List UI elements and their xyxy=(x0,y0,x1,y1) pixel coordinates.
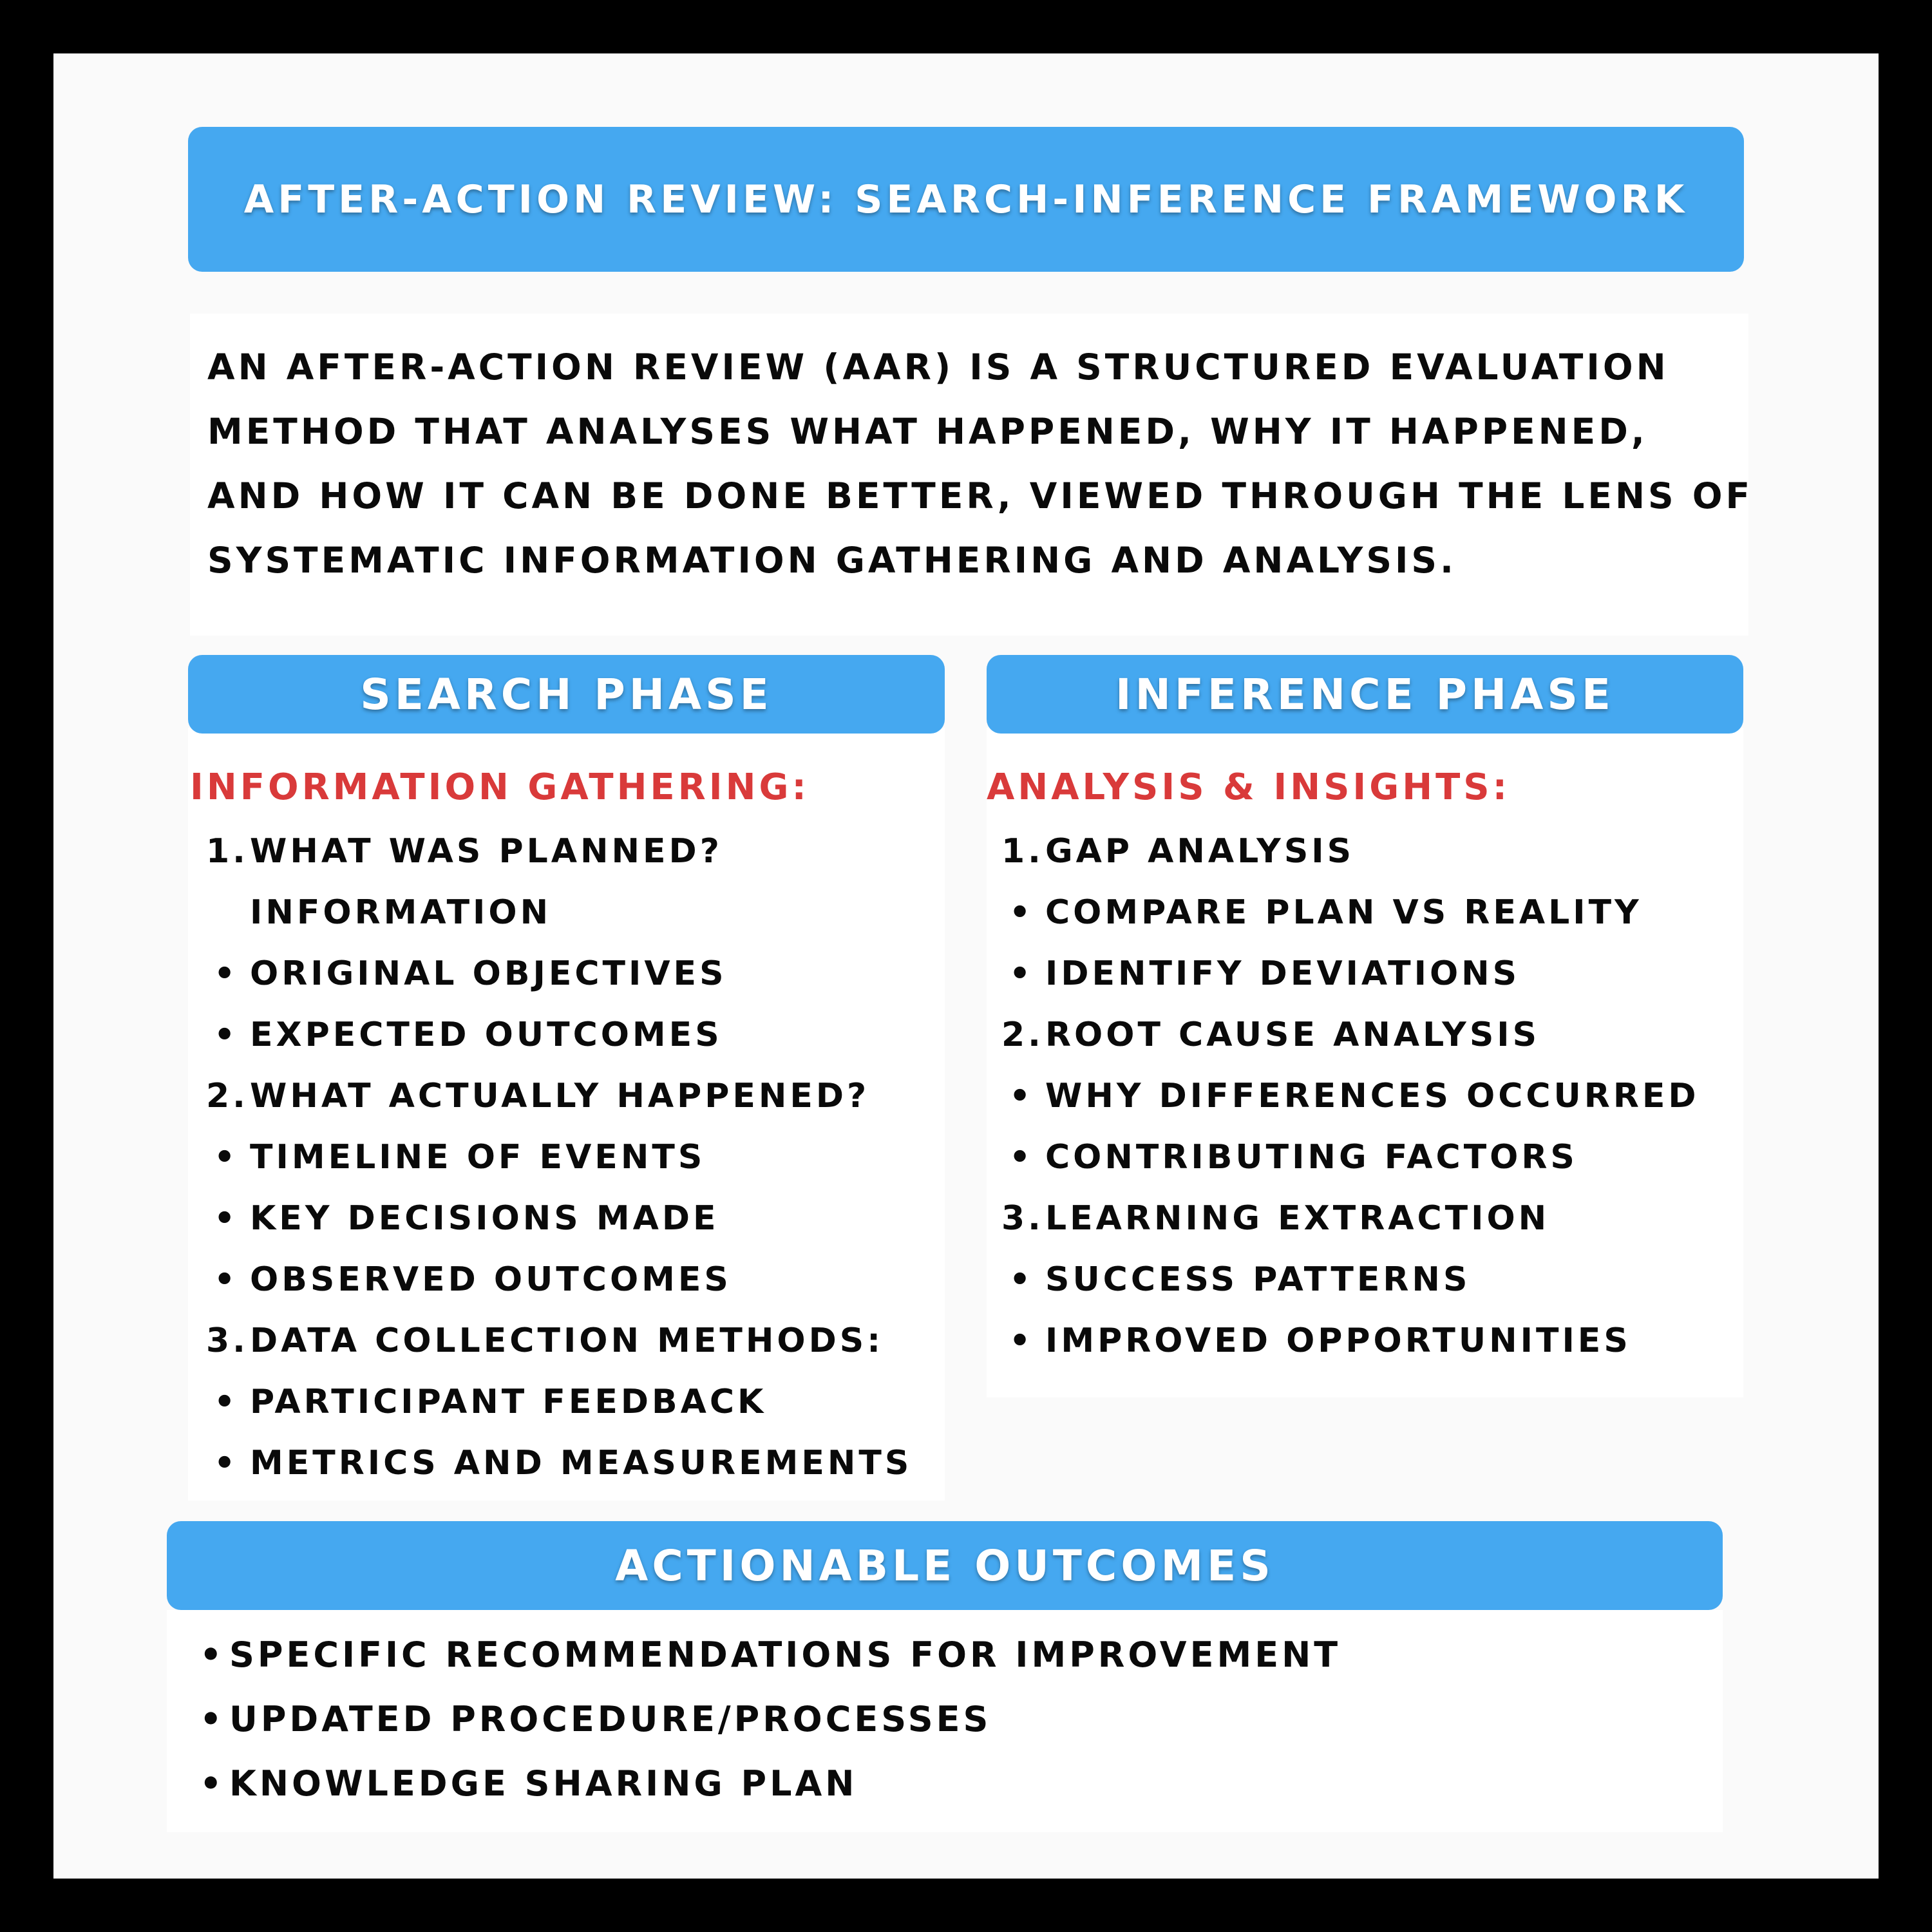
bullet-marker: • xyxy=(1009,1321,1034,1360)
list-item-text: OBSERVED OUTCOMES xyxy=(250,1260,732,1299)
title-banner xyxy=(188,127,1744,272)
list-item-text: TIMELINE OF EVENTS xyxy=(250,1138,706,1177)
list-item xyxy=(192,1623,1725,1687)
number-marker: 2. xyxy=(206,1077,249,1115)
intro-line: AN AFTER-ACTION REVIEW (AAR) IS A STRUCTURED EVALUATION xyxy=(207,346,1669,388)
list-item xyxy=(1001,1005,1748,1066)
list-item xyxy=(206,1188,953,1249)
search-phase-header xyxy=(188,655,945,734)
list-item-text: EXPECTED OUTCOMES xyxy=(250,1016,723,1054)
intro-line: AND HOW IT CAN BE DONE BETTER, VIEWED THROUGH THE LENS OF xyxy=(207,475,1754,516)
bullet-marker: • xyxy=(1009,1260,1034,1299)
list-item xyxy=(206,882,953,943)
list-item xyxy=(1001,882,1748,943)
inference-phase-subheading: ANALYSIS & INSIGHTS: xyxy=(987,766,1511,808)
page-title: AFTER-ACTION REVIEW: SEARCH-INFERENCE FRAMEWORK xyxy=(243,176,1689,222)
bullet-marker: • xyxy=(214,1199,239,1238)
bullet-marker: • xyxy=(1009,954,1034,993)
list-item xyxy=(1001,1066,1748,1127)
outcomes-title: ACTIONABLE OUTCOMES xyxy=(615,1540,1274,1591)
intro-text xyxy=(207,335,1817,592)
list-item-text: LEARNING EXTRACTION xyxy=(1045,1199,1550,1238)
bullet-marker: • xyxy=(1009,1077,1034,1115)
list-item xyxy=(1001,943,1748,1005)
bullet-marker: • xyxy=(200,1634,225,1675)
list-item-text: WHAT ACTUALLY HAPPENED? xyxy=(250,1077,870,1115)
list-item xyxy=(1001,1127,1748,1188)
list-item xyxy=(1001,1311,1748,1372)
list-item-text: PARTICIPANT FEEDBACK xyxy=(250,1383,767,1421)
list-item-text: ROOT CAUSE ANALYSIS xyxy=(1045,1016,1540,1054)
list-item xyxy=(206,943,953,1005)
number-marker: 3. xyxy=(206,1321,249,1360)
number-marker: 3. xyxy=(1001,1199,1044,1238)
search-phase-title: SEARCH PHASE xyxy=(360,669,773,719)
list-item-text: METRICS AND MEASUREMENTS xyxy=(250,1444,913,1482)
outcomes-list xyxy=(192,1623,1725,1816)
list-item-text: IMPROVED OPPORTUNITIES xyxy=(1045,1321,1631,1360)
list-item xyxy=(206,821,953,882)
bullet-marker: • xyxy=(214,1383,239,1421)
number-marker: 1. xyxy=(206,832,249,871)
list-item-text: WHAT WAS PLANNED? xyxy=(250,832,723,871)
number-marker: 2. xyxy=(1001,1016,1044,1054)
search-phase-subheading: INFORMATION GATHERING: xyxy=(190,766,810,808)
list-item-text: SPECIFIC RECOMMENDATIONS FOR IMPROVEMENT xyxy=(229,1634,1341,1675)
list-item xyxy=(1001,821,1748,882)
list-item xyxy=(1001,1188,1748,1249)
outcomes-header xyxy=(167,1521,1723,1610)
bullet-marker: • xyxy=(200,1763,225,1804)
list-item-text: SUCCESS PATTERNS xyxy=(1045,1260,1471,1299)
list-item-text: IDENTIFY DEVIATIONS xyxy=(1045,954,1520,993)
inference-phase-title: INFERENCE PHASE xyxy=(1115,669,1615,719)
intro-line: SYSTEMATIC INFORMATION GATHERING AND ANALYSIS. xyxy=(207,540,1457,581)
list-item-text: INFORMATION xyxy=(250,893,552,932)
bullet-marker: • xyxy=(200,1699,225,1739)
bullet-marker: • xyxy=(214,954,239,993)
list-item-text: GAP ANALYSIS xyxy=(1045,832,1355,871)
list-item-text: UPDATED PROCEDURE/PROCESSES xyxy=(229,1699,992,1739)
bullet-marker: • xyxy=(214,1444,239,1482)
bullet-marker: • xyxy=(1009,893,1034,932)
bullet-marker: • xyxy=(214,1138,239,1177)
list-item xyxy=(206,1066,953,1127)
list-item-text: DATA COLLECTION METHODS: xyxy=(250,1321,884,1360)
list-item-text: WHY DIFFERENCES OCCURRED xyxy=(1045,1077,1700,1115)
list-item xyxy=(206,1372,953,1433)
list-item xyxy=(206,1005,953,1066)
list-item xyxy=(206,1311,953,1372)
list-item-text: KNOWLEDGE SHARING PLAN xyxy=(229,1763,858,1804)
list-item-text: COMPARE PLAN VS REALITY xyxy=(1045,893,1642,932)
list-item xyxy=(192,1752,1725,1816)
list-item xyxy=(206,1127,953,1188)
bullet-marker: • xyxy=(1009,1138,1034,1177)
intro-line: METHOD THAT ANALYSES WHAT HAPPENED, WHY IT HAPPENED, xyxy=(207,411,1648,452)
list-item-text: ORIGINAL OBJECTIVES xyxy=(250,954,727,993)
number-marker: 1. xyxy=(1001,832,1044,871)
list-item-text: CONTRIBUTING FACTORS xyxy=(1045,1138,1578,1177)
list-item xyxy=(192,1687,1725,1752)
inference-phase-header xyxy=(987,655,1743,734)
list-item xyxy=(206,1249,953,1311)
search-phase-list xyxy=(206,821,953,1494)
bullet-marker: • xyxy=(214,1016,239,1054)
bullet-marker: • xyxy=(214,1260,239,1299)
list-item xyxy=(1001,1249,1748,1311)
list-item xyxy=(206,1433,953,1494)
inference-phase-list xyxy=(1001,821,1748,1372)
list-item-text: KEY DECISIONS MADE xyxy=(250,1199,719,1238)
